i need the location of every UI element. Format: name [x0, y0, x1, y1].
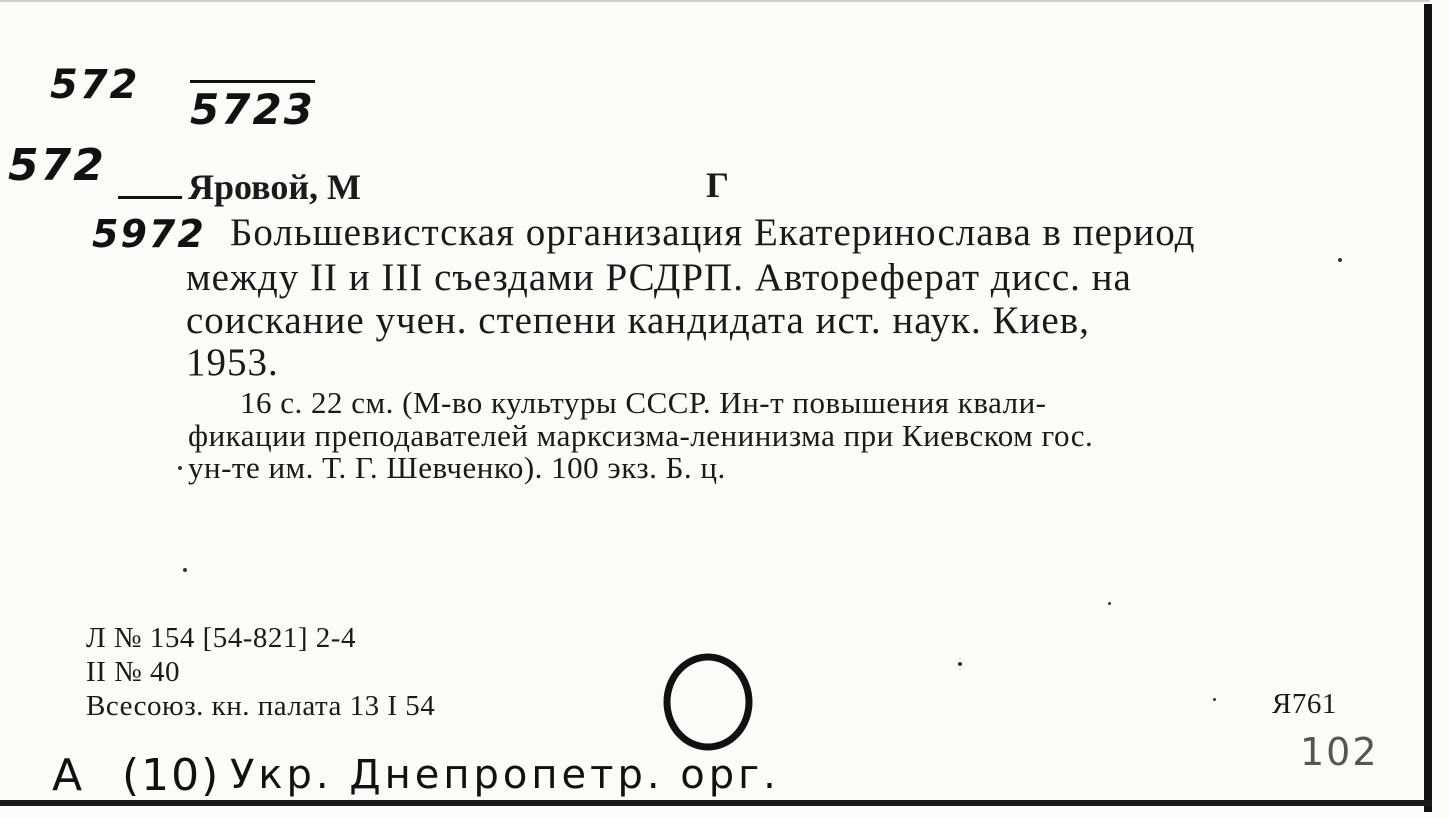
card-right-border: [1424, 4, 1432, 812]
handwritten-bottom-b: (10): [122, 750, 221, 801]
author-heading: Яровой, М: [188, 167, 362, 207]
handwritten-bottom-right: 102: [1300, 730, 1379, 774]
desc-line-2: фикации преподавателей марксизма-ленинизма при Киевском гос.: [188, 418, 1094, 453]
title-line-4: 1953.: [186, 341, 279, 384]
speck: [178, 466, 182, 470]
speck: [1108, 602, 1111, 605]
title-line-1: Большевистская организация Екатеринослава в период: [230, 211, 1196, 254]
footer-line-3: Всесоюз. кн. палата 13 I 54: [86, 690, 436, 722]
handwritten-bottom-c: Укр. Днепропетр. орг.: [230, 752, 780, 798]
speck: [1213, 698, 1216, 701]
footer-code: Я761: [1272, 688, 1337, 720]
handwritten-dash: [118, 196, 182, 199]
speck: [183, 568, 187, 572]
stamp-circle-icon: [660, 652, 760, 756]
desc-line-1: 16 с. 22 см. (М-во культуры СССР. Ин-т повышения квали-: [240, 385, 1047, 420]
card-top-edge: [0, 0, 1430, 2]
handwritten-call-number-left: 572: [8, 140, 106, 191]
footer-line-1: Л № 154 [54-821] 2-4: [86, 622, 356, 654]
desc-line-3: ун-те им. Т. Г. Шевченко). 100 экз. Б. ц.: [188, 450, 726, 485]
title-line-3: соискание учен. степени кандидата ист. наук. Киев,: [186, 299, 1090, 342]
title-line-2: между II и III съездами РСДРП. Автореферат дисс. на: [186, 256, 1132, 299]
speck: [1338, 258, 1342, 262]
handwritten-call-number-top-a: 572: [50, 62, 140, 108]
speck: [958, 662, 962, 666]
footer-line-2: II № 40: [86, 656, 180, 688]
author-suffix: Г: [706, 165, 729, 205]
handwritten-bottom-a: A: [52, 750, 85, 801]
handwritten-call-number-top-b: 5723: [190, 80, 315, 134]
handwritten-call-number-second: 5972: [92, 212, 206, 256]
